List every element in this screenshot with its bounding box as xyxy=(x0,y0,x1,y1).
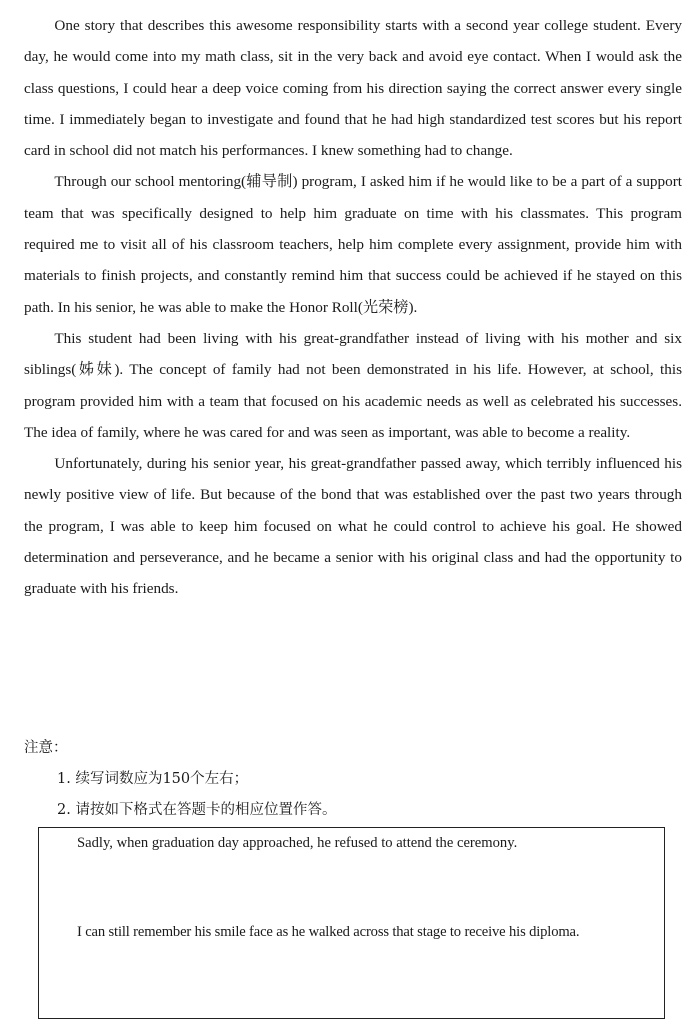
answer-opening-sentence-1: Sadly, when graduation day approached, he refused to attend the ceremony. xyxy=(77,835,518,851)
passage-paragraph-2: Through our school mentoring(辅导制) program, I asked him if he would like to be a part of a support team that was specifically designed to help him graduate on time with his classmates. This program required me to visit all of his classroom teachers, help him complete every assignment, provide him with materials to finish projects, and constantly remind him that success could be achieved if he stayed on this path. In his senior, he was able to make the Honor Roll(光荣榜). xyxy=(24,173,682,316)
passage-paragraph-4: Unfortunately, during his senior year, his great-grandfather passed away, which terribly influenced his newly positive view of life. But because of the bond that was established over the past two years through the program, I was able to keep him focused on what he could control to achieve his goal. He showed determination and perseverance, and he became a senior with his original class and had the opportunity to graduate with his friends. xyxy=(24,455,682,598)
passage-paragraph-1: One story that describes this awesome responsibility starts with a second year college student. Every day, he would come into my math class, sit in the very back and avoid eye contact. When I would ask the class questions, I could hear a deep voice coming from his direction saying the correct answer every single time. I immediately began to investigate and found that he had high standardized test scores but his report card in school did not match his performances. I knew something had to change. xyxy=(24,17,682,160)
instructions-section xyxy=(24,733,664,826)
instruction-item-word-count: 1. 续写词数应为150个左右； xyxy=(57,771,249,787)
instruction-item-answer-format: 2. 请按如下格式在答题卡的相应位置作答。 xyxy=(57,802,337,818)
answer-opening-sentence-2: I can still remember his smile face as he walked across that stage to receive his diploma. xyxy=(77,924,580,940)
answer-box xyxy=(38,827,665,1019)
instructions-title: 注意： xyxy=(24,740,68,756)
passage-paragraph-3: This student had been living with his great-grandfather instead of living with his mother and six siblings(姊妹). The concept of family had not been demonstrated in his life. However, at school, this program provided him with a team that focused on his academic needs as well as celebrated his successes. The idea of family, where he was cared for and was seen as important, was able to become a reality. xyxy=(24,329,682,441)
reading-passage xyxy=(24,10,682,605)
